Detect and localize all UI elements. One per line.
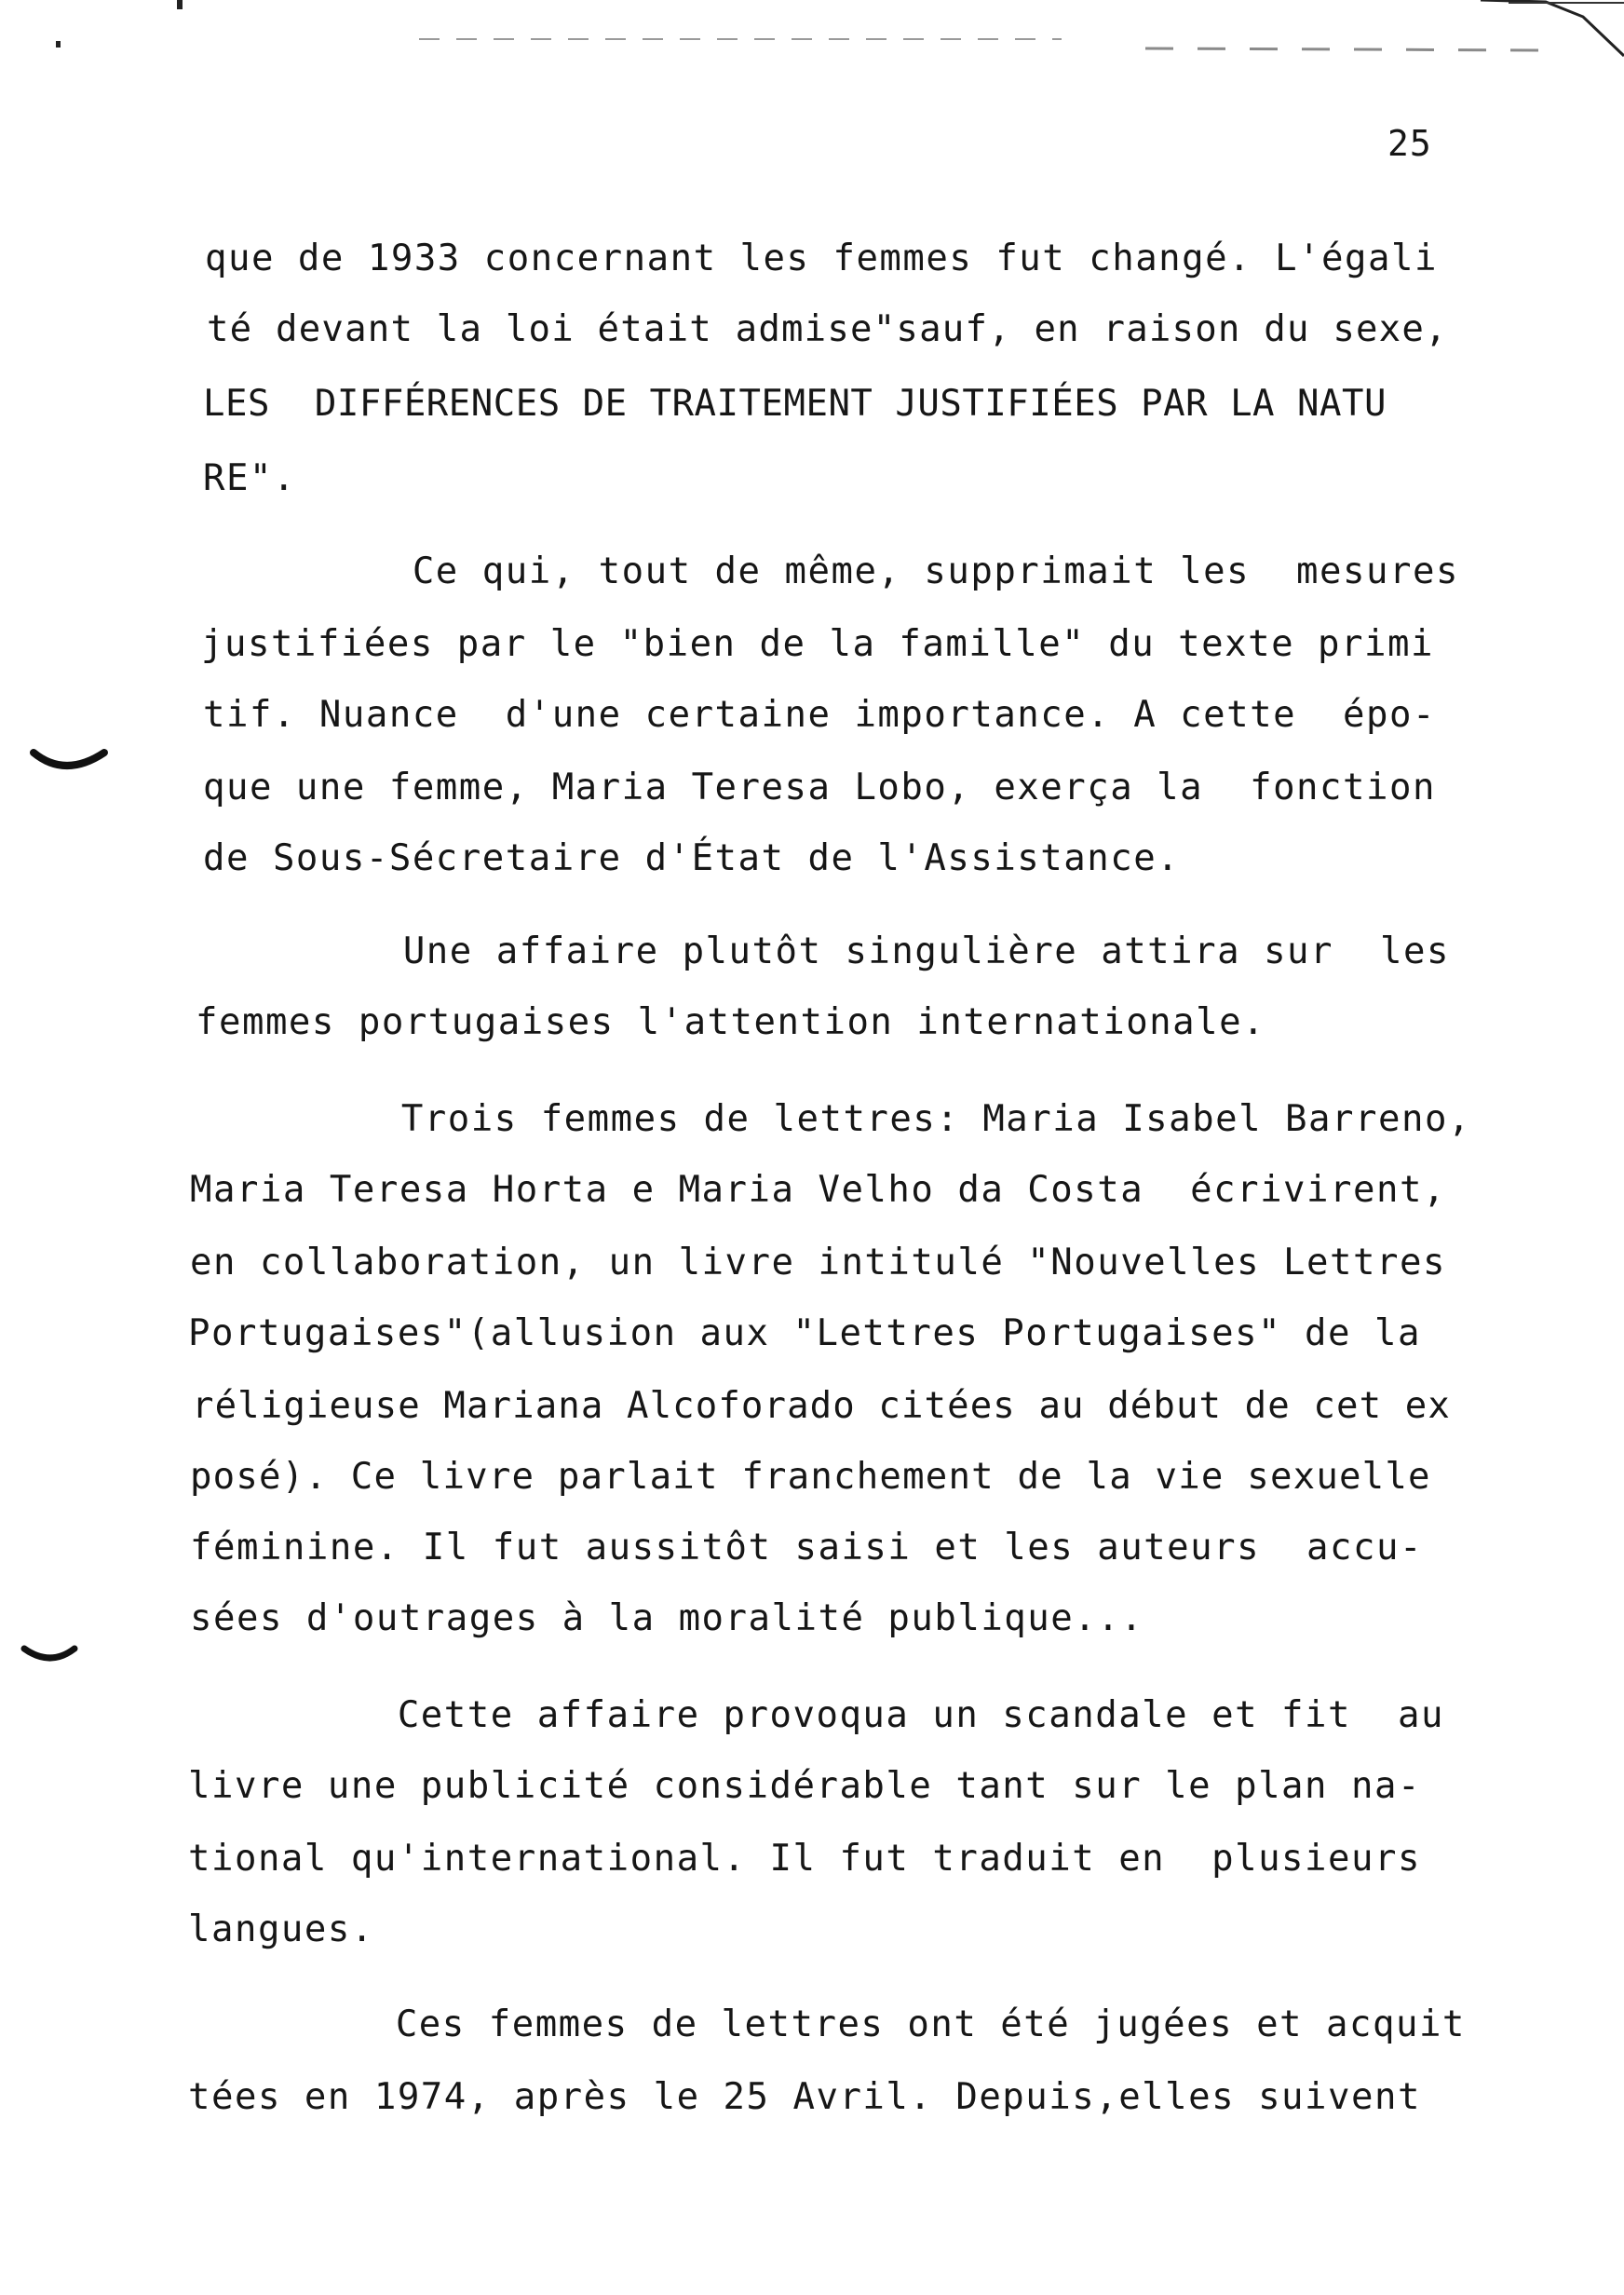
text-line: de Sous-Sécretaire d'État de l'Assistance.: [203, 837, 1181, 879]
text-line: RE".: [203, 457, 296, 499]
text-line: Ces femmes de lettres ont été jugées et acquit: [186, 2003, 1466, 2045]
text-line: Cette affaire provoqua un scandale et fit au: [188, 1694, 1444, 1736]
text-line: livre une publicité considérable tant sur le plan na-: [188, 1765, 1421, 1807]
text-line: sées d'outrages à la moralité publique...: [190, 1597, 1144, 1639]
text-line: Ce qui, tout de même, supprimait les mesures: [203, 550, 1459, 592]
text-line: justifiées par le "bien de la famille" du texte primi: [201, 623, 1434, 665]
text-line: Trois femmes de lettres: Maria Isabel Barreno,: [192, 1098, 1471, 1140]
text-line: que de 1933 concernant les femmes fut changé. L'égali: [205, 238, 1438, 279]
text-line: té devant la loi était admise"sauf, en raison du sexe,: [207, 308, 1448, 350]
text-line: LES DIFFÉRENCES DE TRAITEMENT JUSTIFIÉES PAR LA NATU: [203, 383, 1387, 425]
page-number: 25: [1387, 123, 1432, 164]
text-line: tional qu'international. Il fut traduit en plusieurs: [188, 1838, 1421, 1880]
text-line: langues.: [188, 1908, 374, 1950]
text-line: Une affaire plutôt singulière attira sur les: [194, 930, 1450, 972]
text-line: en collaboration, un livre intitulé "Nouvelles Lettres: [190, 1242, 1446, 1283]
text-line: féminine. Il fut aussitôt saisi et les auteurs accu-: [190, 1527, 1423, 1568]
text-line: réligieuse Mariana Alcoforado citées au début de cet ex: [192, 1385, 1451, 1427]
text-line: tées en 1974, après le 25 Avril. Depuis,elles suivent: [188, 2076, 1421, 2118]
text-line: femmes portugaises l'attention internationale.: [196, 1001, 1266, 1043]
text-line: posé). Ce livre parlait franchement de la vie sexuelle: [190, 1456, 1431, 1498]
text-line: Maria Teresa Horta e Maria Velho da Costa écrivirent,: [190, 1169, 1446, 1211]
text-line: Portugaises"(allusion aux "Lettres Portugaises" de la: [188, 1312, 1421, 1354]
text-line: que une femme, Maria Teresa Lobo, exerça la fonction: [203, 767, 1436, 808]
text-line: tif. Nuance d'une certaine importance. A cette épo-: [203, 694, 1436, 736]
